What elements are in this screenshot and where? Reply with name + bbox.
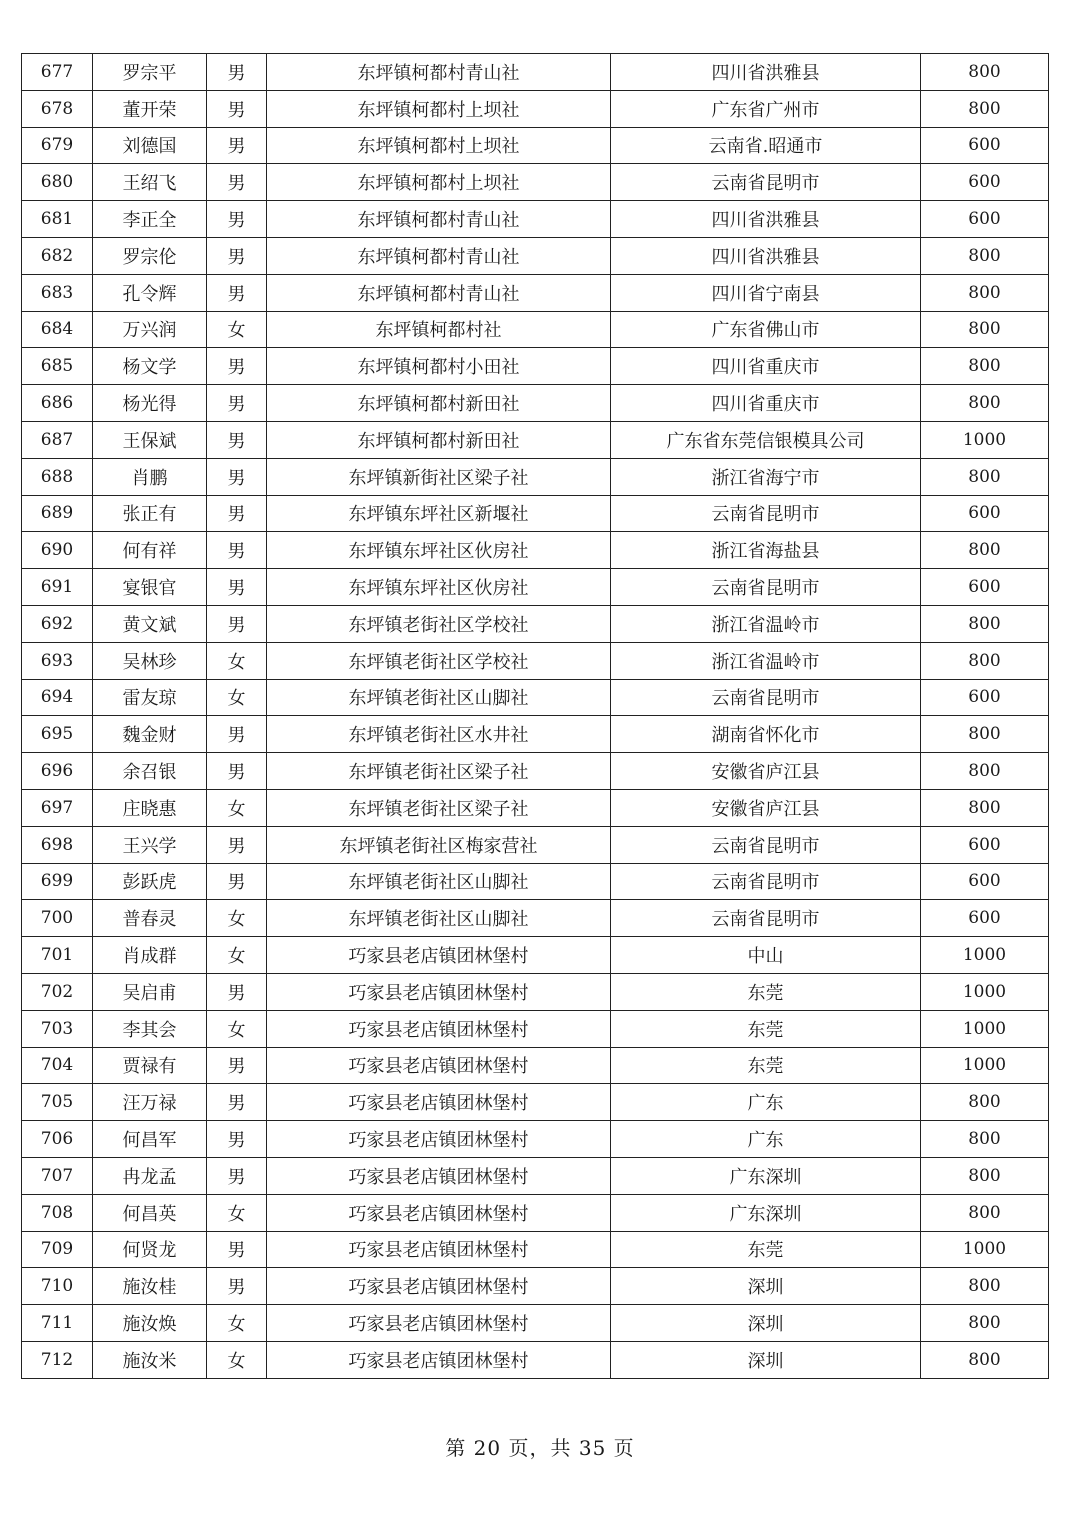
address-cell: 东坪镇老街社区山脚社 — [267, 900, 611, 937]
name-cell: 黄文斌 — [93, 605, 207, 642]
address-cell: 巧家县老店镇团林堡村 — [267, 1121, 611, 1158]
address-cell: 东坪镇老街社区山脚社 — [267, 863, 611, 900]
table-row — [22, 274, 1049, 311]
address-cell: 东坪镇老街社区学校社 — [267, 605, 611, 642]
amount-cell: 800 — [921, 642, 1049, 679]
address-cell: 东坪镇东坪社区伙房社 — [267, 532, 611, 569]
address-cell: 东坪镇柯都村上坝社 — [267, 127, 611, 164]
row-number-cell: 682 — [22, 237, 93, 274]
sex-cell: 男 — [207, 1157, 267, 1194]
roster-table-container — [21, 53, 1048, 1379]
address-cell: 东坪镇老街社区山脚社 — [267, 679, 611, 716]
amount-cell: 600 — [921, 127, 1049, 164]
sex-cell: 男 — [207, 753, 267, 790]
address-cell: 东坪镇老街社区梁子社 — [267, 753, 611, 790]
amount-cell: 600 — [921, 201, 1049, 238]
destination-cell: 云南省昆明市 — [611, 900, 921, 937]
table-row — [22, 311, 1049, 348]
table-row — [22, 1121, 1049, 1158]
name-cell: 冉龙孟 — [93, 1157, 207, 1194]
destination-cell: 四川省洪雅县 — [611, 54, 921, 91]
sex-cell: 女 — [207, 679, 267, 716]
sex-cell: 男 — [207, 90, 267, 127]
destination-cell: 广东 — [611, 1121, 921, 1158]
amount-cell: 800 — [921, 753, 1049, 790]
row-number-cell: 678 — [22, 90, 93, 127]
address-cell: 巧家县老店镇团林堡村 — [267, 1268, 611, 1305]
amount-cell: 600 — [921, 679, 1049, 716]
amount-cell: 800 — [921, 532, 1049, 569]
address-cell: 巧家县老店镇团林堡村 — [267, 1010, 611, 1047]
destination-cell: 云南省昆明市 — [611, 164, 921, 201]
row-number-cell: 685 — [22, 348, 93, 385]
sex-cell: 女 — [207, 1341, 267, 1378]
sex-cell: 男 — [207, 127, 267, 164]
destination-cell: 浙江省海盐县 — [611, 532, 921, 569]
sex-cell: 男 — [207, 421, 267, 458]
destination-cell: 云南省昆明市 — [611, 569, 921, 606]
table-row — [22, 90, 1049, 127]
table-row — [22, 789, 1049, 826]
address-cell: 东坪镇柯都村上坝社 — [267, 164, 611, 201]
row-number-cell: 705 — [22, 1084, 93, 1121]
name-cell: 王绍飞 — [93, 164, 207, 201]
sex-cell: 男 — [207, 973, 267, 1010]
table-row — [22, 973, 1049, 1010]
row-number-cell: 680 — [22, 164, 93, 201]
name-cell: 王保斌 — [93, 421, 207, 458]
name-cell: 施汝桂 — [93, 1268, 207, 1305]
name-cell: 罗宗平 — [93, 54, 207, 91]
destination-cell: 云南省.昭通市 — [611, 127, 921, 164]
address-cell: 东坪镇柯都村青山社 — [267, 201, 611, 238]
destination-cell: 湖南省怀化市 — [611, 716, 921, 753]
name-cell: 雷友琼 — [93, 679, 207, 716]
amount-cell: 800 — [921, 1268, 1049, 1305]
sex-cell: 男 — [207, 54, 267, 91]
amount-cell: 800 — [921, 1305, 1049, 1342]
destination-cell: 四川省重庆市 — [611, 348, 921, 385]
table-row — [22, 421, 1049, 458]
table-row — [22, 1305, 1049, 1342]
sex-cell: 男 — [207, 348, 267, 385]
row-number-cell: 697 — [22, 789, 93, 826]
address-cell: 巧家县老店镇团林堡村 — [267, 1084, 611, 1121]
destination-cell: 广东深圳 — [611, 1194, 921, 1231]
amount-cell: 1000 — [921, 1047, 1049, 1084]
amount-cell: 800 — [921, 716, 1049, 753]
name-cell: 何有祥 — [93, 532, 207, 569]
amount-cell: 800 — [921, 54, 1049, 91]
amount-cell: 800 — [921, 458, 1049, 495]
row-number-cell: 693 — [22, 642, 93, 679]
sex-cell: 男 — [207, 532, 267, 569]
row-number-cell: 688 — [22, 458, 93, 495]
amount-cell: 800 — [921, 1194, 1049, 1231]
sex-cell: 女 — [207, 642, 267, 679]
address-cell: 巧家县老店镇团林堡村 — [267, 1341, 611, 1378]
name-cell: 魏金财 — [93, 716, 207, 753]
table-row — [22, 1010, 1049, 1047]
row-number-cell: 694 — [22, 679, 93, 716]
amount-cell: 600 — [921, 495, 1049, 532]
sex-cell: 男 — [207, 716, 267, 753]
row-number-cell: 710 — [22, 1268, 93, 1305]
name-cell: 李正全 — [93, 201, 207, 238]
sex-cell: 男 — [207, 863, 267, 900]
name-cell: 施汝米 — [93, 1341, 207, 1378]
sex-cell: 男 — [207, 458, 267, 495]
row-number-cell: 704 — [22, 1047, 93, 1084]
table-row — [22, 826, 1049, 863]
amount-cell: 1000 — [921, 1010, 1049, 1047]
destination-cell: 广东省东莞信银模具公司 — [611, 421, 921, 458]
destination-cell: 云南省昆明市 — [611, 826, 921, 863]
row-number-cell: 696 — [22, 753, 93, 790]
sex-cell: 男 — [207, 201, 267, 238]
table-row — [22, 532, 1049, 569]
row-number-cell: 700 — [22, 900, 93, 937]
row-number-cell: 701 — [22, 937, 93, 974]
name-cell: 吴林珍 — [93, 642, 207, 679]
row-number-cell: 683 — [22, 274, 93, 311]
amount-cell: 600 — [921, 569, 1049, 606]
amount-cell: 800 — [921, 1341, 1049, 1378]
table-row — [22, 164, 1049, 201]
destination-cell: 深圳 — [611, 1268, 921, 1305]
address-cell: 东坪镇新街社区梁子社 — [267, 458, 611, 495]
sex-cell: 男 — [207, 164, 267, 201]
destination-cell: 广东深圳 — [611, 1157, 921, 1194]
amount-cell: 800 — [921, 90, 1049, 127]
address-cell: 东坪镇柯都村青山社 — [267, 237, 611, 274]
name-cell: 余召银 — [93, 753, 207, 790]
row-number-cell: 702 — [22, 973, 93, 1010]
address-cell: 东坪镇老街社区梁子社 — [267, 789, 611, 826]
name-cell: 王兴学 — [93, 826, 207, 863]
row-number-cell: 695 — [22, 716, 93, 753]
sex-cell: 男 — [207, 1231, 267, 1268]
address-cell: 东坪镇柯都村小田社 — [267, 348, 611, 385]
address-cell: 东坪镇柯都村青山社 — [267, 274, 611, 311]
destination-cell: 四川省洪雅县 — [611, 237, 921, 274]
address-cell: 东坪镇柯都村青山社 — [267, 54, 611, 91]
table-row — [22, 495, 1049, 532]
table-row — [22, 348, 1049, 385]
row-number-cell: 691 — [22, 569, 93, 606]
name-cell: 施汝焕 — [93, 1305, 207, 1342]
row-number-cell: 698 — [22, 826, 93, 863]
sex-cell: 男 — [207, 237, 267, 274]
name-cell: 张正有 — [93, 495, 207, 532]
table-row — [22, 1341, 1049, 1378]
address-cell: 巧家县老店镇团林堡村 — [267, 937, 611, 974]
amount-cell: 800 — [921, 1084, 1049, 1121]
address-cell: 东坪镇老街社区水井社 — [267, 716, 611, 753]
amount-cell: 1000 — [921, 973, 1049, 1010]
destination-cell: 云南省昆明市 — [611, 679, 921, 716]
destination-cell: 浙江省温岭市 — [611, 605, 921, 642]
sex-cell: 女 — [207, 937, 267, 974]
name-cell: 彭跃虎 — [93, 863, 207, 900]
sex-cell: 女 — [207, 1010, 267, 1047]
address-cell: 巧家县老店镇团林堡村 — [267, 1194, 611, 1231]
sex-cell: 女 — [207, 900, 267, 937]
name-cell: 何昌英 — [93, 1194, 207, 1231]
table-body — [22, 54, 1049, 1379]
name-cell: 贾禄有 — [93, 1047, 207, 1084]
name-cell: 宴银官 — [93, 569, 207, 606]
address-cell: 东坪镇东坪社区新堰社 — [267, 495, 611, 532]
amount-cell: 800 — [921, 385, 1049, 422]
destination-cell: 四川省宁南县 — [611, 274, 921, 311]
sex-cell: 男 — [207, 495, 267, 532]
amount-cell: 800 — [921, 274, 1049, 311]
sex-cell: 男 — [207, 385, 267, 422]
table-row — [22, 1194, 1049, 1231]
row-number-cell: 679 — [22, 127, 93, 164]
sex-cell: 男 — [207, 605, 267, 642]
amount-cell: 800 — [921, 1157, 1049, 1194]
address-cell: 巧家县老店镇团林堡村 — [267, 1231, 611, 1268]
amount-cell: 1000 — [921, 937, 1049, 974]
table-row — [22, 937, 1049, 974]
table-row — [22, 679, 1049, 716]
name-cell: 庄晓惠 — [93, 789, 207, 826]
sex-cell: 女 — [207, 789, 267, 826]
name-cell: 杨光得 — [93, 385, 207, 422]
row-number-cell: 692 — [22, 605, 93, 642]
row-number-cell: 690 — [22, 532, 93, 569]
destination-cell: 东莞 — [611, 973, 921, 1010]
address-cell: 东坪镇柯都村新田社 — [267, 421, 611, 458]
row-number-cell: 687 — [22, 421, 93, 458]
row-number-cell: 686 — [22, 385, 93, 422]
roster-table — [21, 53, 1049, 1379]
table-row — [22, 201, 1049, 238]
table-row — [22, 1268, 1049, 1305]
destination-cell: 广东省佛山市 — [611, 311, 921, 348]
amount-cell: 800 — [921, 1121, 1049, 1158]
table-row — [22, 1157, 1049, 1194]
destination-cell: 东莞 — [611, 1047, 921, 1084]
destination-cell: 东莞 — [611, 1010, 921, 1047]
table-row — [22, 1231, 1049, 1268]
address-cell: 东坪镇柯都村上坝社 — [267, 90, 611, 127]
amount-cell: 1000 — [921, 1231, 1049, 1268]
sex-cell: 女 — [207, 311, 267, 348]
name-cell: 肖成群 — [93, 937, 207, 974]
table-row — [22, 863, 1049, 900]
table-row — [22, 900, 1049, 937]
amount-cell: 600 — [921, 863, 1049, 900]
sex-cell: 男 — [207, 1268, 267, 1305]
destination-cell: 广东 — [611, 1084, 921, 1121]
table-row — [22, 385, 1049, 422]
destination-cell: 中山 — [611, 937, 921, 974]
table-row — [22, 458, 1049, 495]
sex-cell: 男 — [207, 1121, 267, 1158]
destination-cell: 东莞 — [611, 1231, 921, 1268]
address-cell: 东坪镇柯都村社 — [267, 311, 611, 348]
name-cell: 杨文学 — [93, 348, 207, 385]
sex-cell: 男 — [207, 826, 267, 863]
amount-cell: 800 — [921, 237, 1049, 274]
row-number-cell: 707 — [22, 1157, 93, 1194]
row-number-cell: 708 — [22, 1194, 93, 1231]
row-number-cell: 703 — [22, 1010, 93, 1047]
address-cell: 东坪镇柯都村新田社 — [267, 385, 611, 422]
destination-cell: 广东省广州市 — [611, 90, 921, 127]
name-cell: 李其会 — [93, 1010, 207, 1047]
table-row — [22, 569, 1049, 606]
address-cell: 东坪镇老街社区学校社 — [267, 642, 611, 679]
destination-cell: 云南省昆明市 — [611, 863, 921, 900]
name-cell: 吴启甫 — [93, 973, 207, 1010]
row-number-cell: 681 — [22, 201, 93, 238]
name-cell: 刘德国 — [93, 127, 207, 164]
name-cell: 肖鹏 — [93, 458, 207, 495]
sex-cell: 女 — [207, 1305, 267, 1342]
sex-cell: 男 — [207, 1047, 267, 1084]
table-row — [22, 237, 1049, 274]
address-cell: 东坪镇东坪社区伙房社 — [267, 569, 611, 606]
name-cell: 普春灵 — [93, 900, 207, 937]
table-row — [22, 54, 1049, 91]
row-number-cell: 699 — [22, 863, 93, 900]
row-number-cell: 711 — [22, 1305, 93, 1342]
destination-cell: 安徽省庐江县 — [611, 789, 921, 826]
name-cell: 罗宗伦 — [93, 237, 207, 274]
amount-cell: 800 — [921, 348, 1049, 385]
page-footer: 第 20 页，共 35 页 — [445, 1436, 635, 1460]
sex-cell: 男 — [207, 1084, 267, 1121]
table-row — [22, 1084, 1049, 1121]
name-cell: 汪万禄 — [93, 1084, 207, 1121]
destination-cell: 深圳 — [611, 1305, 921, 1342]
name-cell: 万兴润 — [93, 311, 207, 348]
amount-cell: 800 — [921, 789, 1049, 826]
table-row — [22, 605, 1049, 642]
table-row — [22, 716, 1049, 753]
name-cell: 何昌军 — [93, 1121, 207, 1158]
amount-cell: 800 — [921, 605, 1049, 642]
row-number-cell: 709 — [22, 1231, 93, 1268]
name-cell: 何贤龙 — [93, 1231, 207, 1268]
amount-cell: 600 — [921, 900, 1049, 937]
name-cell: 董开荣 — [93, 90, 207, 127]
row-number-cell: 712 — [22, 1341, 93, 1378]
sex-cell: 男 — [207, 274, 267, 311]
sex-cell: 男 — [207, 569, 267, 606]
row-number-cell: 677 — [22, 54, 93, 91]
address-cell: 东坪镇老街社区梅家营社 — [267, 826, 611, 863]
row-number-cell: 689 — [22, 495, 93, 532]
destination-cell: 浙江省温岭市 — [611, 642, 921, 679]
table-row — [22, 1047, 1049, 1084]
destination-cell: 四川省洪雅县 — [611, 201, 921, 238]
table-row — [22, 753, 1049, 790]
destination-cell: 深圳 — [611, 1341, 921, 1378]
address-cell: 巧家县老店镇团林堡村 — [267, 973, 611, 1010]
row-number-cell: 684 — [22, 311, 93, 348]
table-row — [22, 642, 1049, 679]
address-cell: 巧家县老店镇团林堡村 — [267, 1157, 611, 1194]
amount-cell: 600 — [921, 826, 1049, 863]
destination-cell: 安徽省庐江县 — [611, 753, 921, 790]
address-cell: 巧家县老店镇团林堡村 — [267, 1047, 611, 1084]
amount-cell: 600 — [921, 164, 1049, 201]
name-cell: 孔令辉 — [93, 274, 207, 311]
destination-cell: 浙江省海宁市 — [611, 458, 921, 495]
amount-cell: 800 — [921, 311, 1049, 348]
destination-cell: 云南省昆明市 — [611, 495, 921, 532]
sex-cell: 女 — [207, 1194, 267, 1231]
address-cell: 巧家县老店镇团林堡村 — [267, 1305, 611, 1342]
row-number-cell: 706 — [22, 1121, 93, 1158]
table-row — [22, 127, 1049, 164]
destination-cell: 四川省重庆市 — [611, 385, 921, 422]
amount-cell: 1000 — [921, 421, 1049, 458]
